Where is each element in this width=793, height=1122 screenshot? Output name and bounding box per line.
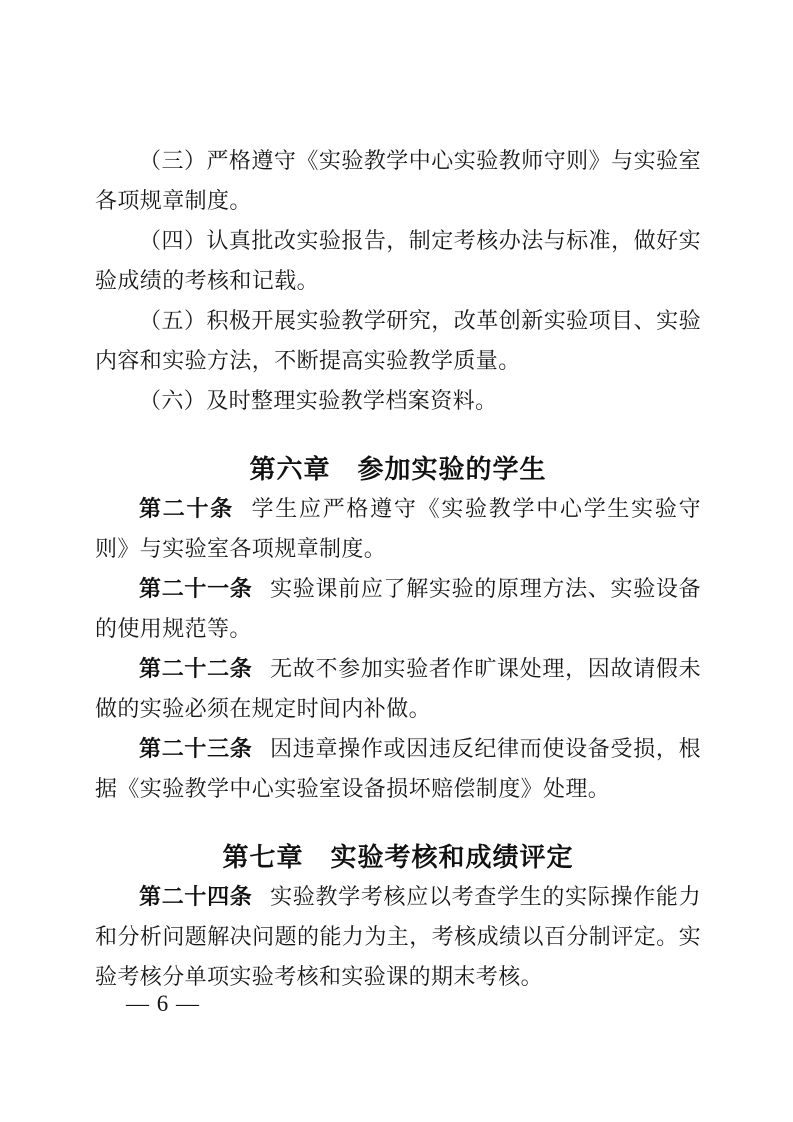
document-body	[95, 141, 701, 997]
article-number: 第二十一条	[139, 576, 253, 601]
article-number: 第二十条	[139, 496, 234, 521]
body-paragraph: （三）严格遵守《实验教学中心实验教师守则》与实验室各项规章制度。	[95, 148, 701, 213]
article-number: 第二十二条	[139, 656, 253, 681]
body-paragraph: （六）及时整理实验教学档案资料。	[139, 388, 498, 413]
chapter-heading: 第六章 参加实验的学生	[249, 454, 547, 484]
page-number: — 6 —	[126, 991, 200, 1016]
body-paragraph: 第二十一条 实验课前应了解实验的原理方法、实验设备的使用规范等。	[95, 576, 701, 641]
article-number: 第二十四条	[139, 884, 253, 909]
body-paragraph: 第二十四条 实验教学考核应以考查学生的实际操作能力和分析问题解决问题的能力为主，考核成绩以百分制评定。实验考核分单项实验考核和实验课的期末考核。	[95, 884, 701, 989]
body-paragraph: 第二十三条 因违章操作或因违反纪律而使设备受损，根据《实验教学中心实验室设备损坏赔偿制度》处理。	[95, 736, 701, 801]
chapter-heading: 第七章 实验考核和成绩评定	[222, 842, 574, 872]
body-paragraph: 第二十二条 无故不参加实验者作旷课处理，因故请假未做的实验必须在规定时间内补做。	[95, 656, 701, 721]
body-paragraph: （五）积极开展实验教学研究，改革创新实验项目、实验内容和实验方法，不断提高实验教学质量。	[95, 308, 701, 373]
body-paragraph: 第二十条 学生应严格遵守《实验教学中心学生实验守则》与实验室各项规章制度。	[95, 496, 701, 561]
article-number: 第二十三条	[139, 736, 253, 761]
body-paragraph: （四）认真批改实验报告，制定考核办法与标准，做好实验成绩的考核和记载。	[95, 228, 701, 293]
